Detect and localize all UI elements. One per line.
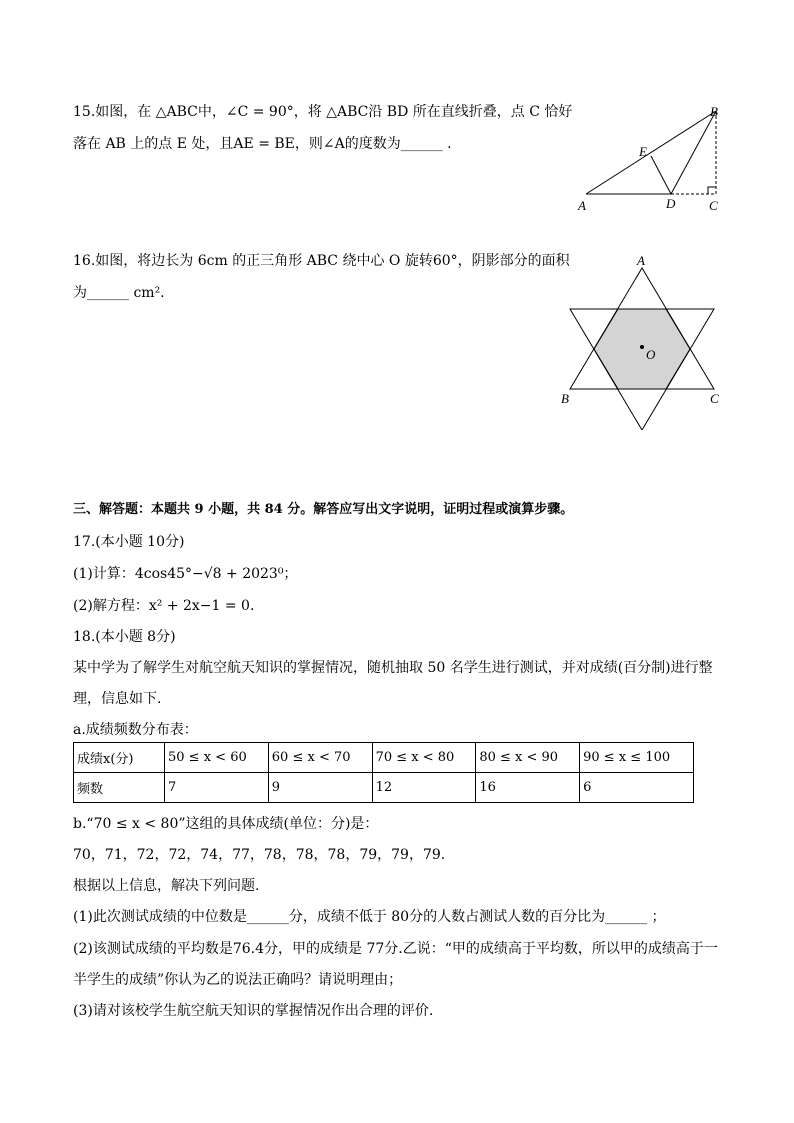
q16-line-1: 16.如图，将边长为 6cm 的正三角形 ABC 绕中心 O 旋转60°，阴影部分的面积 — [73, 253, 570, 269]
table-cell: 12 — [372, 773, 476, 803]
q16-label-a: A — [637, 253, 645, 268]
table-cell: 90 ≤ x ≤ 100 — [580, 743, 694, 773]
q16-label-b: B — [561, 391, 569, 406]
q18-question-3: (3)请对该校学生航空航天知识的掌握情况作出合理的评价. — [73, 1003, 434, 1019]
table-cell: 50 ≤ x < 60 — [165, 743, 269, 773]
q16-label-c: C — [710, 391, 719, 406]
q16-center-dot — [640, 345, 644, 349]
q17-title: 17.(本小题 10分) — [73, 534, 185, 550]
q18-intro-1: 某中学为了解学生对航空航天知识的掌握情况，随机抽取 50 名学生进行测试，并对成绩(百分制)进行整 — [73, 660, 713, 676]
q15-label-c: C — [709, 198, 718, 213]
table-cell: 9 — [268, 773, 372, 803]
table-row — [74, 743, 694, 773]
q16-line-2: 为______ cm². — [73, 285, 165, 301]
table-cell: 16 — [476, 773, 580, 803]
table-cell: 7 — [165, 773, 269, 803]
q18-prompt: 根据以上信息，解决下列问题. — [73, 878, 260, 894]
q18-question-2a: (2)该测试成绩的平均数是76.4分，甲的成绩是 77分.乙说：“甲的成绩高于平均数，所以甲的成绩高于一 — [73, 941, 718, 957]
q16-hexagram-figure — [556, 250, 726, 430]
section-heading: 三、解答题：本题共 9 小题，共 84 分。解答应写出文字说明，证明过程或演算步骤。 — [73, 502, 574, 517]
q15-label-b: B — [710, 104, 718, 119]
q18-table-label: a.成绩频数分布表： — [73, 722, 198, 738]
q18-question-2b: 半学生的成绩”你认为乙的说法正确吗？请说明理由； — [73, 972, 403, 988]
q15-line-2: 落在 AB 上的点 E 处，且AE = BE，则∠A的度数为______ . — [73, 136, 452, 152]
q15-label-d: D — [666, 196, 676, 211]
table-cell: 80 ≤ x < 90 — [476, 743, 580, 773]
q17-part-2: (2)解方程：x² + 2x−1 = 0. — [73, 598, 255, 614]
q18-question-1: (1)此次测试成绩的中位数是______分，成绩不低于 80分的人数占测试人数的百分比为______ ； — [73, 909, 666, 925]
table-cell: 70 ≤ x < 80 — [372, 743, 476, 773]
q18-scores: 70，71，72，72，74，77，78，78，78，79，79，79. — [73, 847, 446, 863]
q15-triangle-figure — [570, 100, 730, 216]
table-cell: 成绩x(分) — [74, 743, 165, 773]
table-cell: 60 ≤ x < 70 — [268, 743, 372, 773]
table-row — [74, 773, 694, 803]
q16-label-o: O — [646, 347, 656, 362]
table-cell: 频数 — [74, 773, 165, 803]
frequency-table — [73, 742, 694, 803]
table-cell: 6 — [580, 773, 694, 803]
q18-b-label: b.“70 ≤ x < 80”这组的具体成绩(单位：分)是： — [73, 816, 379, 832]
q18-intro-2: 理，信息如下. — [73, 691, 162, 707]
q15-label-a: A — [578, 198, 586, 213]
q15-label-e: E — [639, 144, 647, 159]
q18-title: 18.(本小题 8分) — [73, 629, 176, 645]
q15-line-1: 15.如图，在 △ABC中，∠C = 90°，将 △ABC沿 BD 所在直线折叠，点 C 恰好 — [73, 104, 573, 120]
q17-part-1: (1)计算：4cos45°−√8 + 2023⁰； — [73, 566, 298, 582]
